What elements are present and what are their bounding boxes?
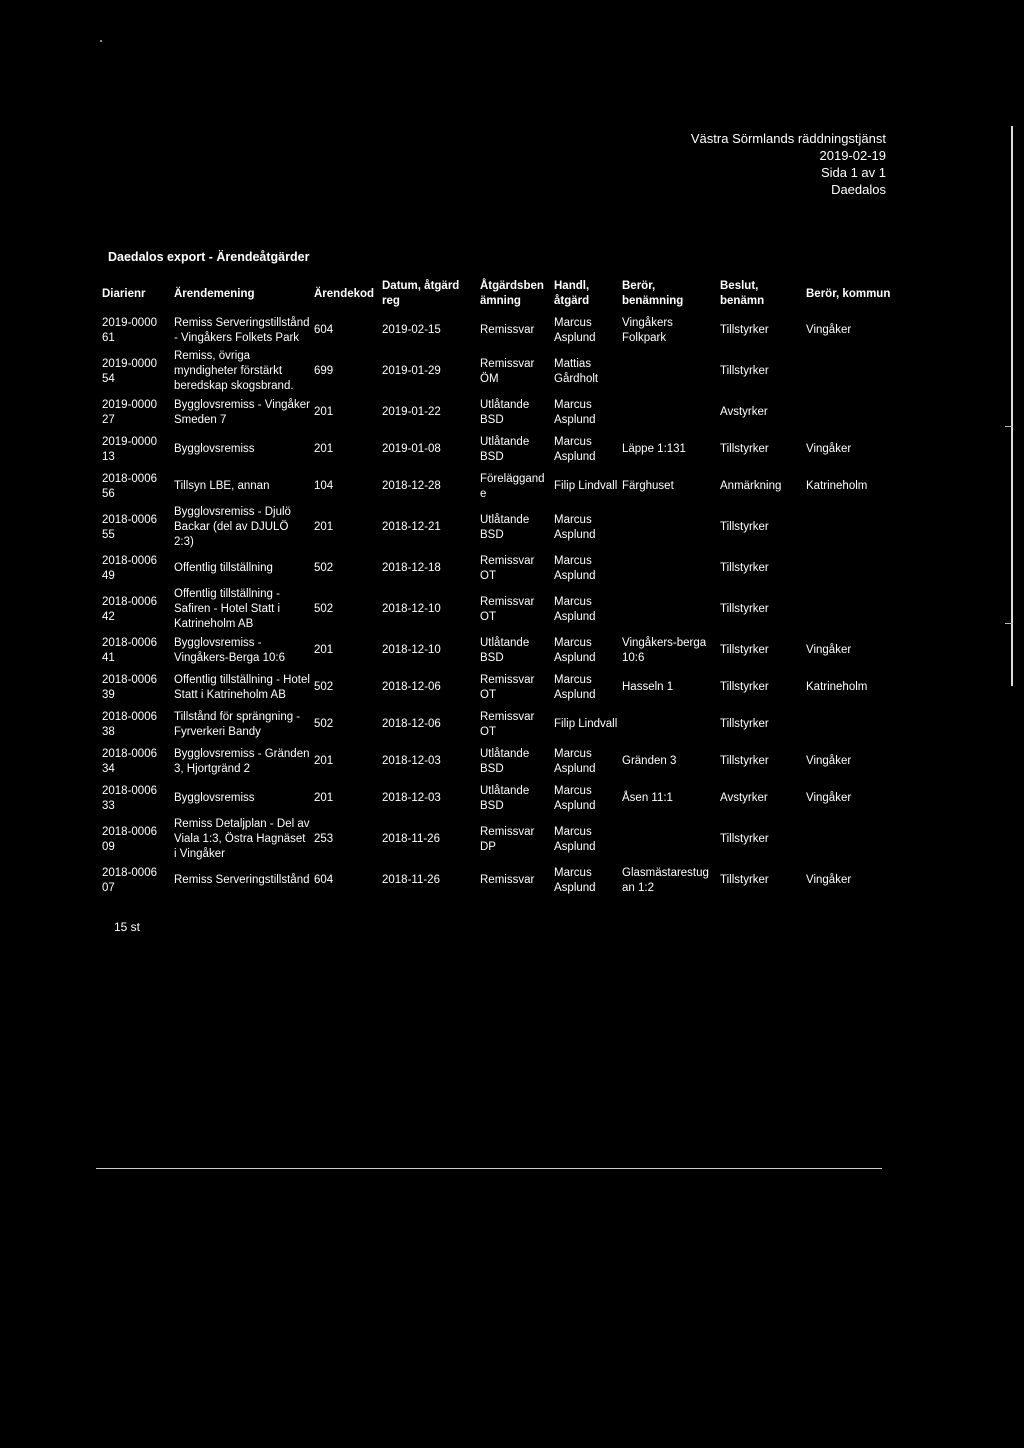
cell-beslut: Avstyrker — [720, 406, 768, 418]
cell-atgardsbenamning: Remissvar — [480, 874, 535, 886]
cell-atgardsbenamning: Utlåtande BSD — [480, 784, 530, 812]
border-tick — [1005, 623, 1013, 624]
cell-beslut: Anmärkning — [720, 480, 782, 492]
cell-datum: 2018-12-10 — [382, 644, 441, 656]
cell-beror-benamning: Åsen 11:1 — [622, 792, 673, 804]
cell-atgardsbenamning: Utlåtande BSD — [480, 513, 530, 541]
actions-table — [100, 276, 894, 899]
cell-beror-benamning — [620, 587, 718, 632]
cell-atgardsbenamning: Remissvar DP — [480, 825, 535, 853]
cell-handlaggare: Marcus Asplund — [554, 866, 596, 894]
cell-arendekod: 604 — [314, 874, 334, 886]
cell-atgardsbenamning: Remissvar OT — [480, 554, 535, 582]
cell-beror-kommun — [804, 394, 894, 431]
cell-beror-kommun — [804, 706, 894, 743]
cell-datum: 2018-12-18 — [382, 562, 441, 574]
cell-handlaggare: Marcus Asplund — [554, 673, 596, 701]
cell-datum: 2018-11-26 — [382, 874, 440, 886]
cell-beror-benamning — [620, 550, 718, 587]
cell-diarienr: 2018-0006 34 — [102, 747, 157, 775]
column-header-diarienr: Diarienr — [102, 287, 146, 300]
cell-atgardsbenamning: Föreläggand e — [480, 472, 545, 500]
cell-handlaggare: Marcus Asplund — [554, 435, 596, 463]
report-title: Daedalos export - Ärendeåtgärder — [108, 250, 310, 264]
report-date: 2019-02-19 — [819, 148, 886, 163]
cell-datum: 2018-11-26 — [382, 833, 440, 845]
cell-atgardsbenamning: Remissvar OT — [480, 710, 535, 738]
cell-datum: 2018-12-28 — [382, 480, 441, 492]
system-name: Daedalos — [831, 182, 886, 197]
table-row — [100, 706, 894, 743]
cell-arendemening: Bygglovsremiss - Gränden 3, Hjortgränd 2 — [174, 747, 310, 775]
cell-arendemening: Bygglovsremiss - Djulö Backar (del av DJULÖ 2:3) — [174, 506, 291, 548]
cell-beslut: Tillstyrker — [720, 644, 769, 656]
cell-handlaggare: Marcus Asplund — [554, 825, 596, 853]
cell-datum: 2018-12-03 — [382, 792, 441, 804]
cell-diarienr: 2018-0006 09 — [102, 825, 157, 853]
border-tick — [1005, 426, 1013, 427]
cell-arendemening: Remiss, övriga myndigheter förstärkt beredskap skogsbrand. — [174, 350, 294, 392]
cell-diarienr: 2018-0006 49 — [102, 554, 157, 582]
cell-beror-benamning: Hasseln 1 — [622, 681, 674, 693]
table-row — [100, 505, 894, 550]
cell-beslut: Tillstyrker — [720, 755, 769, 767]
table-row — [100, 743, 894, 780]
column-header-atgardsbenamning: Åtgärdsben ämning — [480, 280, 544, 307]
cell-arendemening: Tillstånd för sprängning - Fyrverkeri Bandy — [174, 710, 301, 738]
cell-beror-kommun — [804, 505, 894, 550]
cell-arendekod: 604 — [314, 324, 334, 336]
cell-beror-benamning — [620, 349, 718, 394]
cell-handlaggare: Marcus Asplund — [554, 513, 596, 541]
cell-diarienr: 2018-0006 41 — [102, 636, 157, 664]
cell-beror-benamning — [620, 706, 718, 743]
cell-arendekod: 502 — [314, 718, 334, 730]
cell-datum: 2018-12-03 — [382, 755, 441, 767]
cell-handlaggare: Marcus Asplund — [554, 784, 596, 812]
cell-beror-benamning: Läppe 1:131 — [622, 443, 686, 455]
cell-atgardsbenamning: Remissvar — [480, 324, 535, 336]
cell-beror-kommun: Vingåker — [806, 644, 852, 656]
cell-beslut: Tillstyrker — [720, 681, 769, 693]
cell-datum: 2018-12-10 — [382, 603, 441, 615]
cell-arendemening: Tillsyn LBE, annan — [174, 480, 270, 492]
cell-handlaggare: Filip Lindvall — [554, 480, 618, 492]
cell-atgardsbenamning: Utlåtande BSD — [480, 398, 530, 426]
table-row — [100, 431, 894, 468]
table-row — [100, 632, 894, 669]
table-row — [100, 817, 894, 862]
cell-arendekod: 201 — [314, 792, 334, 804]
cell-arendemening: Remiss Detaljplan - Del av Viala 1:3, Östra Hagnäset i Vingåker — [174, 818, 310, 860]
cell-beror-kommun — [804, 587, 894, 632]
cell-beror-kommun — [804, 817, 894, 862]
cell-arendekod: 201 — [314, 644, 334, 656]
column-header-handlaggare: Handl, åtgärd — [554, 280, 590, 307]
cell-beror-benamning: Vingåkers-berga 10:6 — [622, 636, 707, 664]
cell-arendemening: Remiss Serveringstillstånd - Vingåkers Folkets Park — [174, 316, 310, 344]
cell-beror-benamning — [620, 817, 718, 862]
cell-arendemening: Remiss Serveringstillstånd — [174, 874, 310, 886]
column-header-beror-benamning: Berör, benämning — [622, 280, 684, 307]
cell-arendemening: Bygglovsremiss — [174, 792, 255, 804]
cell-arendekod: 502 — [314, 681, 334, 693]
cell-handlaggare: Marcus Asplund — [554, 554, 596, 582]
cell-diarienr: 2018-0006 33 — [102, 784, 157, 812]
cell-beror-benamning — [620, 505, 718, 550]
cell-beror-benamning: Färghuset — [622, 480, 674, 492]
cell-datum: 2019-01-29 — [382, 365, 441, 377]
cell-atgardsbenamning: Utlåtande BSD — [480, 435, 530, 463]
cell-diarienr: 2018-0006 38 — [102, 710, 157, 738]
cell-handlaggare: Marcus Asplund — [554, 595, 596, 623]
scan-speck — [100, 40, 102, 42]
table-row — [100, 862, 894, 899]
cell-datum: 2019-01-08 — [382, 443, 441, 455]
cell-handlaggare: Marcus Asplund — [554, 747, 596, 775]
table-row — [100, 349, 894, 394]
table-row — [100, 587, 894, 632]
cell-beslut: Tillstyrker — [720, 603, 769, 615]
cell-beror-kommun — [804, 349, 894, 394]
cell-datum: 2019-02-15 — [382, 324, 441, 336]
page-number: Sida 1 av 1 — [820, 165, 886, 180]
cell-diarienr: 2019-0000 13 — [102, 435, 157, 463]
cell-beslut: Tillstyrker — [720, 562, 769, 574]
cell-beslut: Tillstyrker — [720, 365, 769, 377]
cell-arendekod: 699 — [314, 365, 334, 377]
cell-diarienr: 2018-0006 39 — [102, 673, 157, 701]
cell-beslut: Tillstyrker — [720, 833, 769, 845]
cell-arendekod: 253 — [314, 833, 334, 845]
cell-beslut: Tillstyrker — [720, 874, 769, 886]
cell-handlaggare: Marcus Asplund — [554, 636, 596, 664]
table-row — [100, 780, 894, 817]
cell-beror-kommun: Vingåker — [806, 324, 852, 336]
cell-beslut: Tillstyrker — [720, 521, 769, 533]
cell-diarienr: 2018-0006 42 — [102, 595, 157, 623]
cell-atgardsbenamning: Utlåtande BSD — [480, 636, 530, 664]
cell-arendekod: 201 — [314, 755, 334, 767]
cell-diarienr: 2019-0000 54 — [102, 357, 157, 385]
bottom-rule — [96, 1168, 882, 1169]
cell-beror-kommun: Katrineholm — [806, 681, 868, 693]
cell-datum: 2018-12-21 — [382, 521, 441, 533]
table-row — [100, 550, 894, 587]
cell-diarienr: 2018-0006 07 — [102, 866, 157, 894]
cell-beror-benamning: Vingåkers Folkpark — [622, 316, 673, 344]
cell-datum: 2019-01-22 — [382, 406, 441, 418]
cell-datum: 2018-12-06 — [382, 681, 441, 693]
page-border-line — [1011, 126, 1013, 686]
cell-beror-benamning: Gränden 3 — [622, 755, 677, 767]
record-count: 15 st — [114, 920, 141, 934]
page-header — [691, 130, 886, 198]
column-header-arendekod: Ärendekod — [314, 287, 375, 300]
cell-beror-kommun: Vingåker — [806, 443, 852, 455]
cell-arendemening: Offentlig tillställning — [174, 562, 273, 574]
cell-atgardsbenamning: Remissvar OT — [480, 673, 535, 701]
cell-atgardsbenamning: Utlåtande BSD — [480, 747, 530, 775]
cell-handlaggare: Filip Lindvall — [554, 718, 618, 730]
cell-beror-kommun: Vingåker — [806, 792, 852, 804]
cell-beslut: Tillstyrker — [720, 443, 769, 455]
cell-beslut: Avstyrker — [720, 792, 768, 804]
table-header-row — [100, 276, 894, 312]
cell-datum: 2018-12-06 — [382, 718, 441, 730]
column-header-beror-kommun: Berör, kommun — [806, 287, 891, 300]
cell-beslut: Tillstyrker — [720, 324, 769, 336]
column-header-beslut: Beslut, benämn — [720, 280, 765, 307]
cell-diarienr: 2019-0000 61 — [102, 316, 157, 344]
table-row — [100, 312, 894, 349]
cell-beror-kommun: Katrineholm — [806, 480, 868, 492]
organization-name: Västra Sörmlands räddningstjänst — [690, 131, 886, 146]
column-header-datum: Datum, åtgärd reg — [382, 280, 460, 307]
cell-arendekod: 502 — [314, 562, 334, 574]
table-row — [100, 394, 894, 431]
cell-arendekod: 201 — [314, 443, 334, 455]
cell-arendemening: Offentlig tillställning - Safiren - Hotel Statt i Katrineholm AB — [174, 588, 281, 630]
cell-handlaggare: Mattias Gårdholt — [554, 357, 599, 385]
cell-arendemening: Bygglovsremiss - Vingåker Smeden 7 — [174, 398, 310, 426]
cell-beror-benamning — [620, 394, 718, 431]
cell-atgardsbenamning: Remissvar OT — [480, 595, 535, 623]
cell-arendekod: 201 — [314, 521, 334, 533]
cell-beror-kommun — [804, 550, 894, 587]
cell-arendekod: 104 — [314, 480, 334, 492]
cell-beror-benamning: Glasmästarestug an 1:2 — [622, 866, 709, 894]
cell-arendemening: Offentlig tillställning - Hotel Statt i Katrineholm AB — [174, 673, 310, 701]
cell-beror-kommun: Vingåker — [806, 755, 852, 767]
table-body — [100, 312, 894, 899]
cell-atgardsbenamning: Remissvar ÖM — [480, 357, 535, 385]
cell-handlaggare: Marcus Asplund — [554, 316, 596, 344]
cell-diarienr: 2018-0006 55 — [102, 513, 157, 541]
cell-arendemening: Bygglovsremiss - Vingåkers-Berga 10:6 — [174, 636, 286, 664]
cell-beslut: Tillstyrker — [720, 718, 769, 730]
cell-diarienr: 2019-0000 27 — [102, 398, 157, 426]
column-header-arendemening: Ärendemening — [174, 287, 255, 300]
cell-arendemening: Bygglovsremiss — [174, 443, 255, 455]
table-row — [100, 468, 894, 505]
cell-diarienr: 2018-0006 56 — [102, 472, 157, 500]
table-row — [100, 669, 894, 706]
cell-beror-kommun: Vingåker — [806, 874, 852, 886]
cell-arendekod: 201 — [314, 406, 334, 418]
cell-handlaggare: Marcus Asplund — [554, 398, 596, 426]
cell-arendekod: 502 — [314, 603, 334, 615]
